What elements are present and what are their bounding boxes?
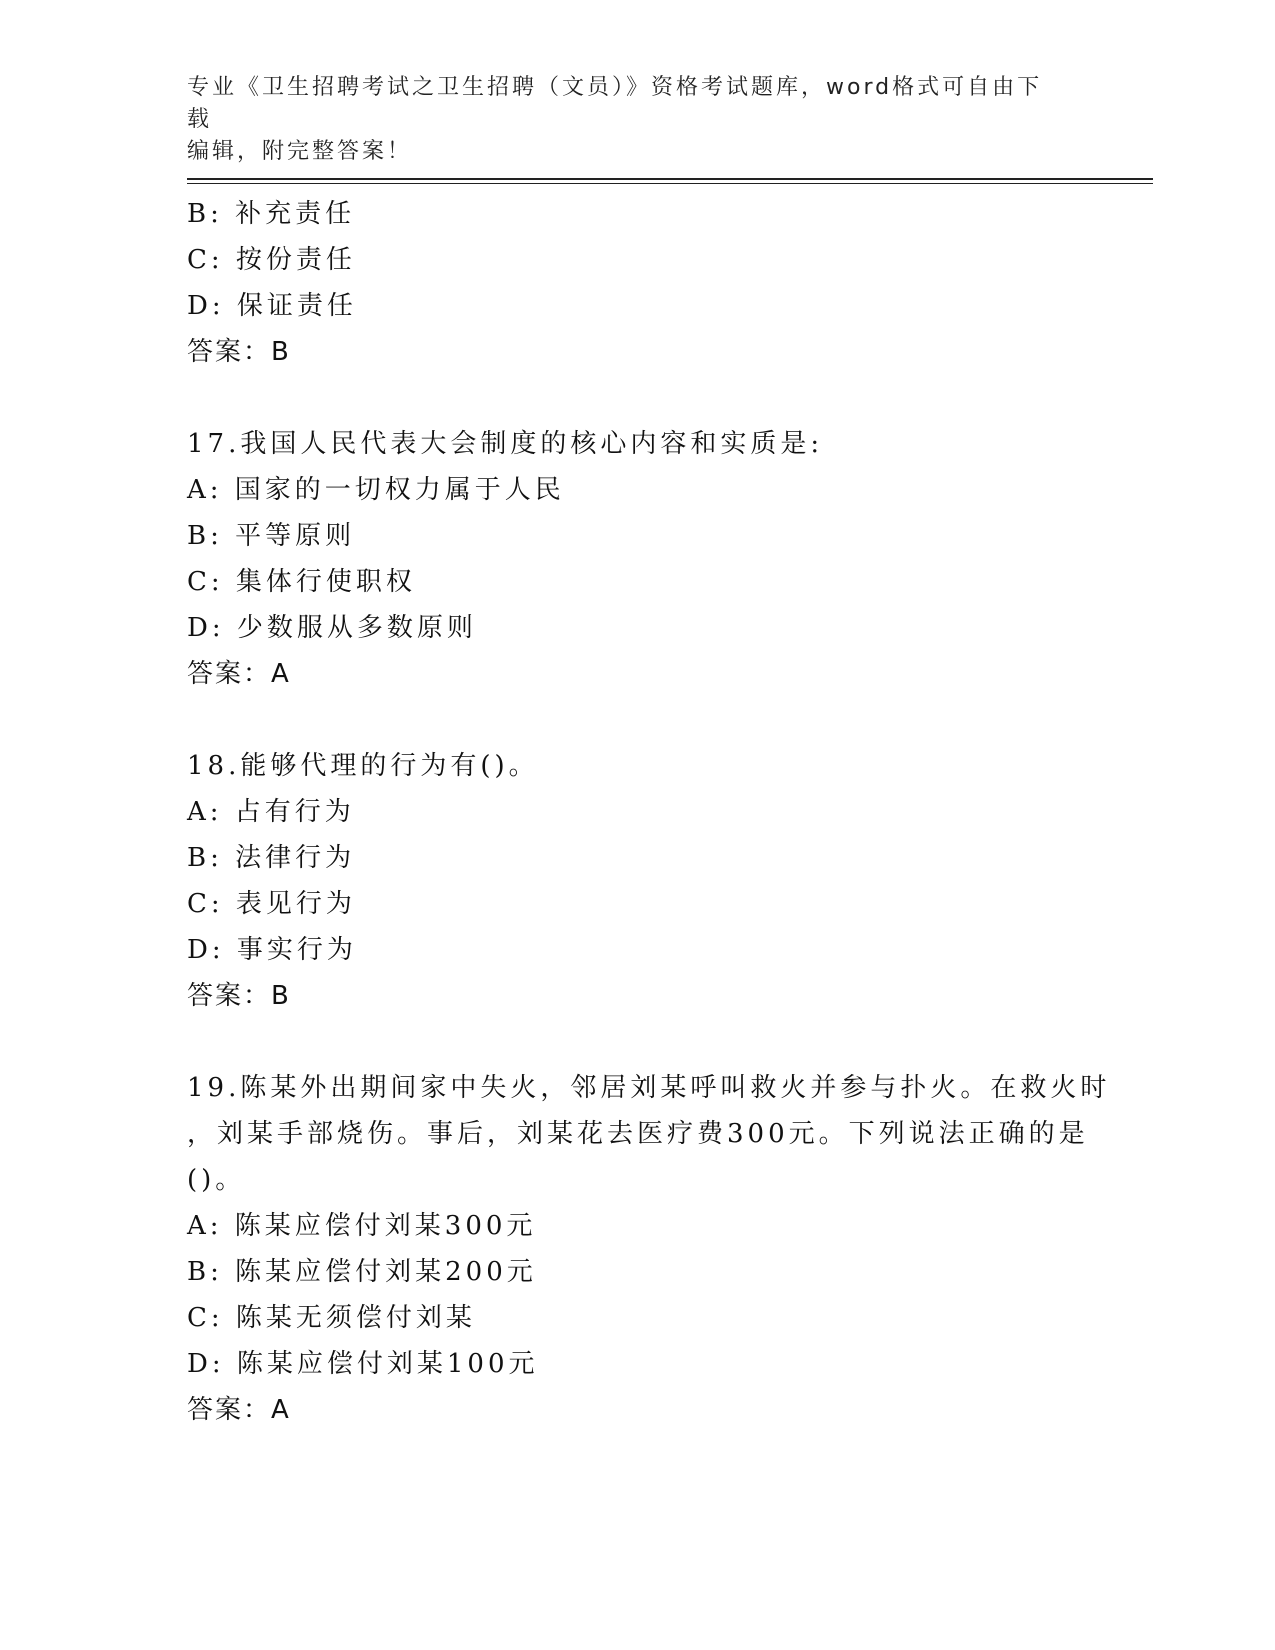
question-text-line-1: 19.陈某外出期间家中失火，邻居刘某呼叫救火并参与扑火。在救火时 bbox=[187, 1073, 1111, 1103]
option-a: A: 国家的一切权力属于人民 bbox=[187, 475, 565, 505]
question-text-line-2: ，刘某手部烧伤。事后，刘某花去医疗费300元。下列说法正确的是 bbox=[187, 1119, 1089, 1149]
option-a: A: 陈某应偿付刘某300元 bbox=[187, 1211, 537, 1241]
header-line-2: 编辑，附完整答案！ bbox=[187, 139, 413, 164]
option-b: B: 平等原则 bbox=[187, 521, 356, 551]
answer: 答案：B bbox=[187, 981, 291, 1011]
option-d: D: 陈某应偿付刘某100元 bbox=[187, 1349, 539, 1379]
document-header bbox=[187, 72, 1067, 168]
option-a: A: 占有行为 bbox=[187, 797, 355, 827]
spacer bbox=[187, 375, 1087, 421]
option-b: B: 补充责任 bbox=[187, 199, 356, 229]
option-d: D: 保证责任 bbox=[187, 291, 357, 321]
answer: 答案：A bbox=[187, 659, 291, 689]
spacer bbox=[187, 697, 1087, 743]
option-b: B: 陈某应偿付刘某200元 bbox=[187, 1257, 537, 1287]
question-text-line-3: ()。 bbox=[187, 1165, 246, 1195]
question-18 bbox=[187, 743, 1087, 1019]
option-c: C: 按份责任 bbox=[187, 245, 356, 275]
question-17 bbox=[187, 421, 1087, 697]
option-d: D: 少数服从多数原则 bbox=[187, 613, 477, 643]
option-c: C: 集体行使职权 bbox=[187, 567, 416, 597]
question-19 bbox=[187, 1065, 1111, 1433]
option-c: C: 表见行为 bbox=[187, 889, 356, 919]
option-d: D: 事实行为 bbox=[187, 935, 357, 965]
question-text: 18.能够代理的行为有()。 bbox=[187, 751, 539, 781]
answer: 答案：B bbox=[187, 337, 291, 367]
question-text: 17.我国人民代表大会制度的核心内容和实质是: bbox=[187, 429, 824, 459]
question-16 bbox=[187, 191, 1087, 375]
option-c: C: 陈某无须偿付刘某 bbox=[187, 1303, 476, 1333]
option-b: B: 法律行为 bbox=[187, 843, 356, 873]
question-list bbox=[187, 191, 1111, 1433]
header-divider-thin bbox=[187, 183, 1153, 184]
header-divider-thick bbox=[187, 178, 1153, 180]
answer: 答案：A bbox=[187, 1395, 291, 1425]
spacer bbox=[187, 1019, 1087, 1065]
header-line-1: 专业《卫生招聘考试之卫生招聘（文员）》资格考试题库，word格式可自由下载 bbox=[187, 75, 1043, 132]
